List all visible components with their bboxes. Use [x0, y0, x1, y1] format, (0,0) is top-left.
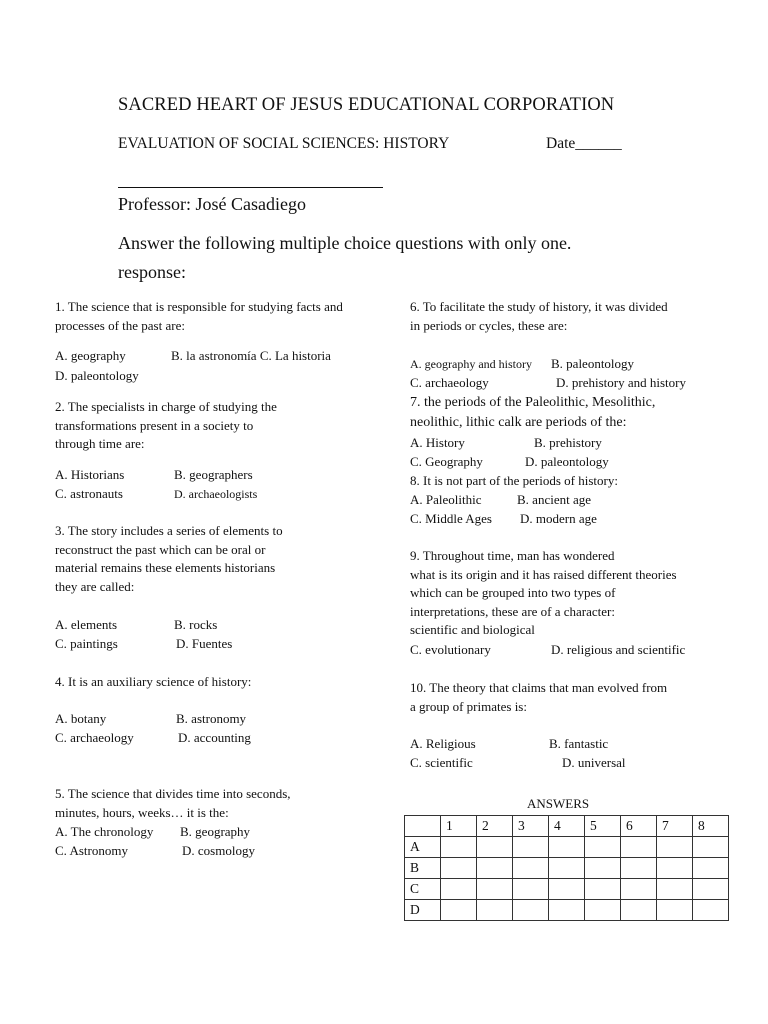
answer-cell[interactable] — [549, 879, 585, 900]
question-8-line: 8. It is not part of the periods of history: — [410, 473, 618, 488]
answer-cell[interactable] — [621, 879, 657, 900]
blank-line — [118, 187, 383, 188]
question-5 — [55, 785, 291, 822]
question-3-line: 3. The story includes a series of elements to — [55, 523, 283, 538]
date-field: Date______ — [546, 135, 622, 152]
answers-table — [404, 815, 729, 921]
question-3-line: they are called: — [55, 578, 135, 594]
answer-cell[interactable] — [621, 837, 657, 858]
question-1 — [55, 298, 343, 335]
question-9-line: which can be grouped into two types of — [410, 585, 616, 601]
question-6-line: in periods or cycles, these are: — [410, 317, 568, 333]
question-8-option-b: B. ancient age — [517, 492, 591, 507]
question-10-option-a: A. Religious — [410, 736, 476, 751]
question-7 — [410, 393, 655, 433]
answer-cell[interactable] — [477, 879, 513, 900]
instruction-line1: Answer the following multiple choice questions with only one. — [118, 233, 572, 253]
answer-cell[interactable] — [441, 879, 477, 900]
question-8-option-a: A. Paleolithic — [410, 492, 482, 507]
question-6-option-a: A. geography and history — [410, 357, 532, 371]
answers-title: ANSWERS — [527, 796, 590, 811]
question-2-option-a: A. Historians — [55, 467, 125, 482]
question-3-option-d: D. Fuentes — [176, 636, 233, 651]
question-4-option-c: C. archaeology — [55, 730, 134, 745]
answer-cell[interactable] — [585, 837, 621, 858]
answer-cell[interactable] — [621, 900, 657, 921]
question-1-line: 1. The science that is responsible for studying facts and — [55, 299, 343, 314]
question-9-line: what is its origin and it has raised different theories — [410, 566, 677, 582]
question-5-line: minutes, hours, weeks… it is the: — [55, 804, 229, 820]
answer-cell[interactable] — [441, 900, 477, 921]
question-2-option-b: B. geographers — [174, 467, 253, 482]
question-5-option-a: A. The chronology — [55, 824, 154, 839]
question-3-line: reconstruct the past which can be oral or — [55, 541, 266, 557]
question-8-option-c: C. Middle Ages — [410, 511, 492, 526]
answer-cell[interactable] — [513, 837, 549, 858]
answers-column-header: 4 — [549, 816, 585, 837]
question-2-option-d: D. archaeologists — [174, 487, 258, 501]
question-2-line: through time are: — [55, 436, 145, 452]
question-10-option-c: C. scientific — [410, 755, 473, 770]
answer-cell[interactable] — [693, 879, 729, 900]
question-7-line: 7. the periods of the Paleolithic, Mesolithic, — [410, 395, 656, 410]
answer-cell[interactable] — [477, 837, 513, 858]
answer-cell[interactable] — [657, 858, 693, 879]
answers-row-label: D — [405, 900, 441, 921]
answer-cell[interactable] — [513, 900, 549, 921]
question-3-option-c: C. paintings — [55, 636, 118, 651]
answer-cell[interactable] — [441, 858, 477, 879]
question-9-option-c: C. evolutionary — [410, 642, 491, 657]
corporation-title: SACRED HEART OF JESUS EDUCATIONAL CORPORATION — [118, 95, 615, 115]
question-3-option-a: A. elements — [55, 617, 118, 632]
question-2-line: transformations present in a society to — [55, 417, 254, 433]
answer-cell[interactable] — [477, 858, 513, 879]
question-6-option-c: C. archaeology — [410, 375, 489, 390]
answers-row — [405, 879, 729, 900]
answer-cell[interactable] — [513, 858, 549, 879]
question-7-option-c: C. Geography — [410, 454, 483, 469]
answer-cell[interactable] — [657, 900, 693, 921]
answers-row-label: C — [405, 879, 441, 900]
question-7-option-b: B. prehistory — [534, 435, 602, 450]
question-6-line: 6. To facilitate the study of history, it was divided — [410, 299, 668, 314]
professor-name: Professor: José Casadiego — [118, 194, 306, 214]
question-7-option-d: D. paleontology — [525, 454, 609, 469]
answer-cell[interactable] — [549, 837, 585, 858]
answer-cell[interactable] — [657, 879, 693, 900]
question-7-option-a: A. History — [410, 435, 465, 450]
question-10 — [410, 679, 667, 716]
answers-column-header: 2 — [477, 816, 513, 837]
answer-cell[interactable] — [549, 858, 585, 879]
question-5-option-b: B. geography — [180, 824, 251, 839]
answer-cell[interactable] — [513, 879, 549, 900]
question-1-option-a: A. geography — [55, 348, 126, 363]
question-2 — [55, 398, 277, 454]
question-3 — [55, 522, 283, 596]
answers-column-header: 6 — [621, 816, 657, 837]
question-5-option-c: C. Astronomy — [55, 843, 128, 858]
answers-row-label: A — [405, 837, 441, 858]
answers-row — [405, 900, 729, 921]
answers-row — [405, 858, 729, 879]
answer-cell[interactable] — [693, 858, 729, 879]
answer-cell[interactable] — [657, 837, 693, 858]
answer-cell[interactable] — [693, 837, 729, 858]
question-3-line: material remains these elements historians — [55, 560, 276, 576]
answer-cell[interactable] — [549, 900, 585, 921]
question-2-line: 2. The specialists in charge of studying the — [55, 399, 277, 414]
question-3-option-b: B. rocks — [174, 617, 218, 632]
evaluation-title: EVALUATION OF SOCIAL SCIENCES: HISTORY — [118, 135, 450, 152]
question-9-line: interpretations, these are of a character: — [410, 603, 615, 619]
question-10-option-b: B. fantastic — [549, 736, 609, 751]
question-1-line: processes of the past are: — [55, 317, 185, 333]
question-4 — [55, 673, 251, 692]
answers-header-row — [405, 816, 729, 837]
question-7-line: neolithic, lithic calk are periods of the: — [410, 415, 627, 430]
answer-cell[interactable] — [621, 858, 657, 879]
question-1-option-d: D. paleontology — [55, 368, 139, 383]
answers-column-header: 5 — [585, 816, 621, 837]
question-4-option-d: D. accounting — [178, 730, 251, 745]
question-10-line: a group of primates is: — [410, 698, 527, 714]
question-8-option-d: D. modern age — [520, 511, 597, 526]
answers-row — [405, 837, 729, 858]
answer-cell[interactable] — [585, 879, 621, 900]
question-9 — [410, 547, 677, 640]
answer-cell[interactable] — [441, 837, 477, 858]
instruction-line2: response: — [118, 262, 186, 282]
answers-column-header: 8 — [693, 816, 729, 837]
answer-cell[interactable] — [585, 900, 621, 921]
question-4-line: 4. It is an auxiliary science of history: — [55, 674, 252, 689]
question-6 — [410, 298, 668, 335]
answers-column-header: 7 — [657, 816, 693, 837]
question-6-option-b: B. paleontology — [551, 356, 635, 371]
question-9-line: scientific and biological — [410, 622, 535, 638]
answer-cell[interactable] — [477, 900, 513, 921]
answer-cell[interactable] — [585, 858, 621, 879]
answers-column-header: 1 — [441, 816, 477, 837]
question-4-option-b: B. astronomy — [176, 711, 247, 726]
question-4-option-a: A. botany — [55, 711, 107, 726]
question-10-option-d: D. universal — [562, 755, 626, 770]
answers-row-label: B — [405, 858, 441, 879]
question-2-option-c: C. astronauts — [55, 486, 123, 501]
question-5-option-d: D. cosmology — [182, 843, 255, 858]
answers-column-header: 3 — [513, 816, 549, 837]
question-1-option-bc: B. la astronomía C. La historia — [171, 348, 331, 363]
question-8 — [410, 472, 618, 491]
question-10-line: 10. The theory that claims that man evolved from — [410, 680, 668, 695]
answer-cell[interactable] — [693, 900, 729, 921]
question-9-line: 9. Throughout time, man has wondered — [410, 548, 615, 563]
question-5-line: 5. The science that divides time into seconds, — [55, 786, 291, 801]
question-9-option-d: D. religious and scientific — [551, 642, 686, 657]
question-6-option-d: D. prehistory and history — [556, 375, 686, 390]
answers-corner-cell — [405, 816, 441, 837]
